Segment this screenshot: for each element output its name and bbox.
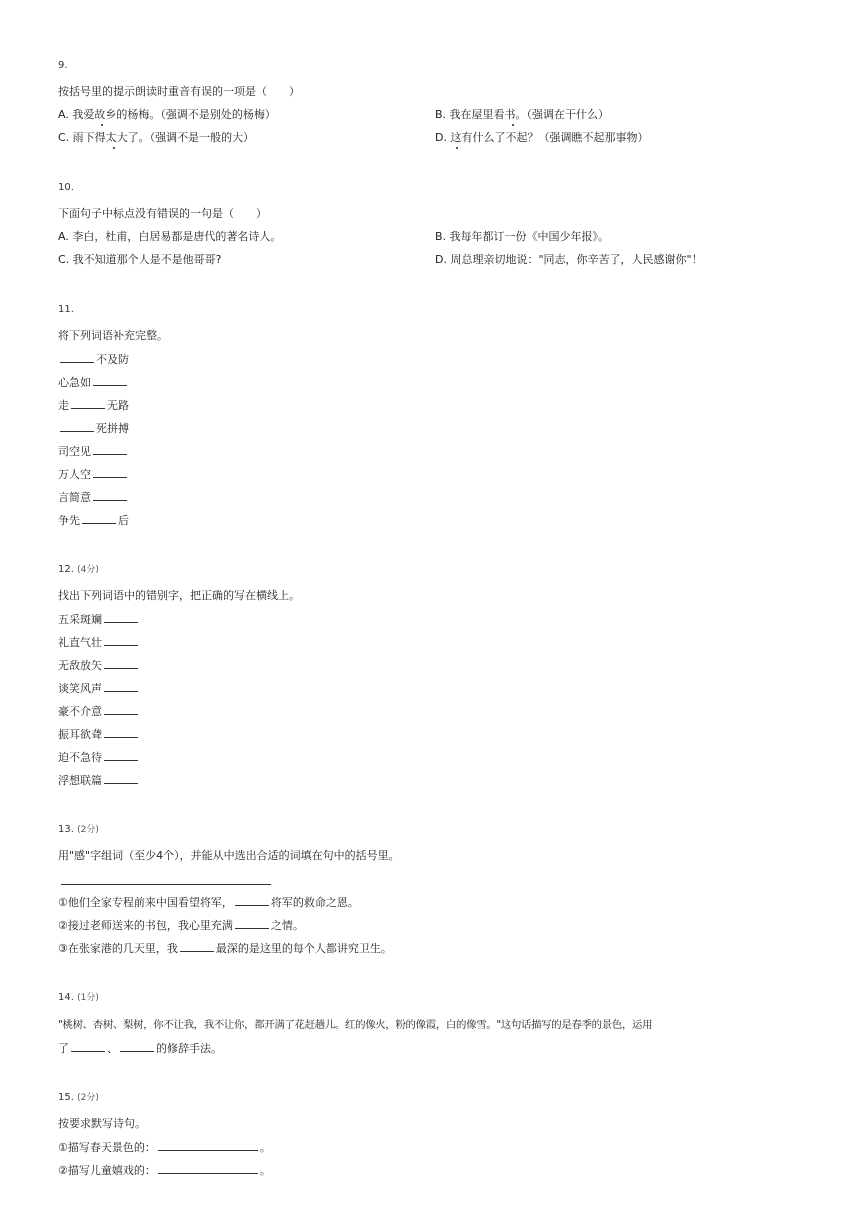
question-10-option-d[interactable]: D. 周总理亲切地说："同志，你辛苦了，人民感谢你"！ [435,253,703,266]
list-item: ②接过老师送来的书包，我心里充满 之情。 [58,919,304,932]
answer-blank[interactable] [158,1139,258,1151]
answer-blank[interactable] [93,443,127,455]
answer-blank[interactable] [93,466,127,478]
emphasis-dot [512,124,514,126]
list-item: ①他们全家专程前来中国看望将军， 将军的救命之恩。 [58,896,359,909]
answer-blank[interactable] [104,680,138,692]
answer-blank[interactable] [93,374,127,386]
answer-blank[interactable] [71,1040,105,1052]
question-10-option-a[interactable]: A. 李白，杜甫，白居易都是唐代的著名诗人。 [58,230,282,243]
question-10-option-b[interactable]: B. 我每年都订一份《中国少年报》。 [435,230,610,243]
answer-blank[interactable] [104,703,138,715]
question-14-number: 14. (1分) [58,992,99,1003]
question-13-stem: 用"感"字组词（至少4个），并能从中选出合适的词填在句中的括号里。 [58,849,400,862]
list-item: 言简意 [58,489,129,506]
answer-blank[interactable] [104,726,138,738]
question-9-option-a[interactable]: A. 我爱故乡的杨梅。（强调不是别处的杨梅） [58,108,276,121]
answer-blank[interactable] [235,894,269,906]
list-item: 振耳欲聋 [58,726,140,743]
question-15-stem: 按要求默写诗句。 [58,1117,146,1130]
list-item: 司空见 [58,443,129,460]
answer-blank[interactable] [104,611,138,623]
list-item: 五采斑斓 [58,611,140,628]
list-item: ②描写儿童嬉戏的： 。 [58,1164,271,1177]
answer-blank[interactable] [60,420,94,432]
answer-blank[interactable] [71,397,105,409]
list-item: 谈笑风声 [58,680,140,697]
answer-blank[interactable] [104,749,138,761]
list-item: ①描写春天景色的： 。 [58,1141,271,1154]
answer-blank[interactable] [120,1040,154,1052]
question-10-number: 10. [58,182,74,193]
answer-blank[interactable] [158,1162,258,1174]
list-item: 礼直气壮 [58,634,140,651]
answer-blank[interactable] [93,489,127,501]
question-15-number: 15. (2分) [58,1092,99,1103]
list-item: 走 无路 [58,399,129,412]
question-9-option-b[interactable]: B. 我在屋里看书。（强调在干什么） [435,108,610,121]
question-10-option-c[interactable]: C. 我不知道那个人是不是他哥哥? [58,253,222,266]
question-14-points: (1分) [77,993,99,1003]
question-13-points: (2分) [77,825,99,835]
question-10-stem: 下面句子中标点没有错误的一句是（ ） [58,207,267,220]
answer-blank[interactable] [104,657,138,669]
answer-blank[interactable] [82,512,116,524]
emphasis-dot [101,124,103,126]
emphasis-dot [113,147,115,149]
emphasis-dot [456,147,458,149]
question-9-stem: 按括号里的提示朗读时重音有误的一项是（ ） [58,85,300,98]
list-item: 不及防 [58,351,129,368]
list-item: 心急如 [58,374,129,391]
list-item: 浮想联篇 [58,772,140,789]
answer-long-line[interactable] [61,884,271,885]
list-item: ③在张家港的几天里，我 最深的是这里的每个人都讲究卫生。 [58,942,392,955]
question-11-stem: 将下列词语补充完整。 [58,329,168,342]
question-15-points: (2分) [77,1093,99,1103]
answer-blank[interactable] [104,634,138,646]
question-13-number: 13. (2分) [58,824,99,835]
answer-blank[interactable] [235,917,269,929]
question-14-line2: 了 、 的修辞手法。 [58,1042,222,1055]
list-item: 迫不急待 [58,749,140,766]
question-9-option-d[interactable]: D. 这有什么了不起？（强调瞧不起那事物） [435,131,649,144]
question-12-number: 12. (4分) [58,564,99,575]
answer-blank[interactable] [180,940,214,952]
list-item: 万人空 [58,466,129,483]
list-item: 争先 后 [58,514,129,527]
question-12-points: (4分) [77,565,99,575]
list-item: 死拼搏 [58,420,129,437]
question-12-stem: 找出下列词语中的错别字，把正确的写在横线上。 [58,589,300,602]
question-9-number: 9. [58,60,68,71]
list-item: 豪不介意 [58,703,140,720]
question-11-number: 11. [58,304,74,315]
list-item: 无敌放矢 [58,657,140,674]
answer-blank[interactable] [104,772,138,784]
answer-blank[interactable] [60,351,94,363]
question-14-text: "桃树、杏树、梨树，你不让我，我不让你，都开满了花赶趟儿。红的像火，粉的像霞，白的像雪。"这句话描写的是春季的景色，运用 [58,1019,653,1031]
question-9-option-c[interactable]: C. 雨下得太大了。（强调不是一般的大） [58,131,255,144]
